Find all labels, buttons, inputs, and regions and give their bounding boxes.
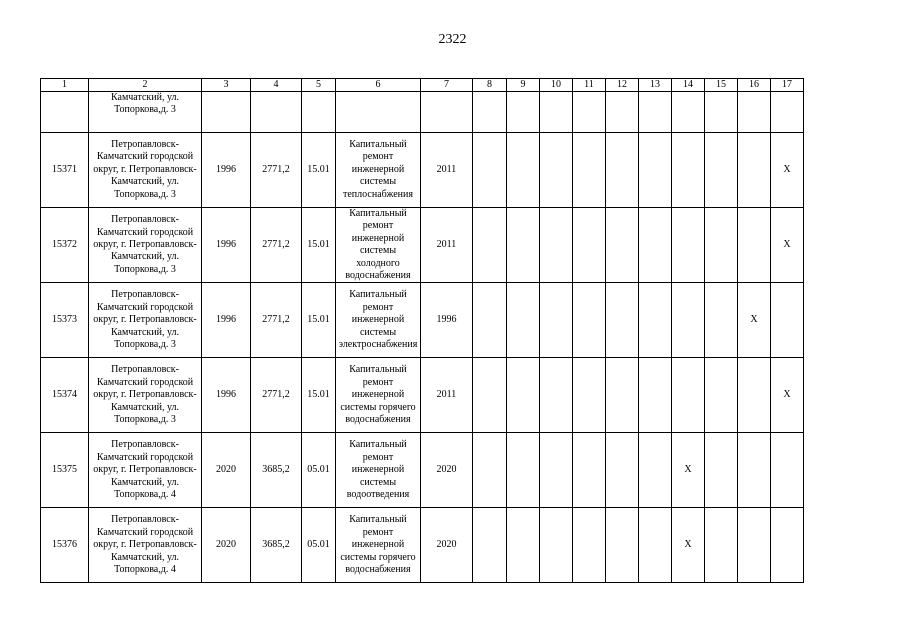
mark-cell xyxy=(473,433,507,508)
record-id-cell: 15371 xyxy=(41,133,89,208)
area-cell: 3685,2 xyxy=(251,433,302,508)
mark-cell: X xyxy=(738,283,771,358)
year-built-cell: 1996 xyxy=(202,133,251,208)
table-row xyxy=(41,358,804,433)
mark-cell xyxy=(705,283,738,358)
mark-cell xyxy=(473,508,507,583)
mark-cell xyxy=(473,358,507,433)
column-number-header: 8 xyxy=(473,79,507,92)
mark-cell xyxy=(540,358,573,433)
mark-cell xyxy=(507,208,540,283)
code-cell: 15.01 xyxy=(302,133,336,208)
record-id-cell: 15376 xyxy=(41,508,89,583)
work-type-cell: Капитальный ремонт инженерной системы холодного водоснабжения xyxy=(336,208,421,283)
mark-cell xyxy=(705,508,738,583)
repair-year-cell: 2011 xyxy=(421,133,473,208)
empty-cell xyxy=(336,92,421,133)
repair-registry-table xyxy=(40,78,804,583)
mark-cell xyxy=(639,133,672,208)
column-number-header: 1 xyxy=(41,79,89,92)
mark-cell: X xyxy=(771,358,804,433)
mark-cell xyxy=(540,208,573,283)
empty-cell xyxy=(251,92,302,133)
column-number-header: 13 xyxy=(639,79,672,92)
continuation-address-cell: Камчатский, ул. Топоркова,д. 3 xyxy=(89,92,202,133)
mark-cell xyxy=(705,208,738,283)
code-cell: 15.01 xyxy=(302,358,336,433)
mark-cell xyxy=(573,358,606,433)
mark-cell xyxy=(705,433,738,508)
column-number-header: 3 xyxy=(202,79,251,92)
record-id-cell: 15372 xyxy=(41,208,89,283)
address-cell: Петропавловск-Камчатский городской округ, г. Петропавловск-Камчатский, ул. Топоркова,д. 4 xyxy=(89,508,202,583)
column-number-header: 14 xyxy=(672,79,705,92)
mark-cell xyxy=(639,283,672,358)
column-number-header: 10 xyxy=(540,79,573,92)
repair-year-cell: 2020 xyxy=(421,433,473,508)
mark-cell xyxy=(738,508,771,583)
column-number-header: 17 xyxy=(771,79,804,92)
mark-cell xyxy=(606,208,639,283)
year-built-cell: 1996 xyxy=(202,208,251,283)
record-id-cell: 15373 xyxy=(41,283,89,358)
mark-cell xyxy=(540,433,573,508)
empty-cell xyxy=(302,92,336,133)
column-number-header: 15 xyxy=(705,79,738,92)
year-built-cell: 2020 xyxy=(202,508,251,583)
table-row xyxy=(41,283,804,358)
empty-cell xyxy=(705,92,738,133)
mark-cell: X xyxy=(672,433,705,508)
mark-cell xyxy=(606,283,639,358)
mark-cell xyxy=(771,433,804,508)
column-number-header: 6 xyxy=(336,79,421,92)
column-number-header: 7 xyxy=(421,79,473,92)
mark-cell xyxy=(771,283,804,358)
empty-cell xyxy=(573,92,606,133)
column-number-header: 12 xyxy=(606,79,639,92)
mark-cell xyxy=(507,358,540,433)
year-built-cell: 2020 xyxy=(202,433,251,508)
work-type-cell: Капитальный ремонт инженерной системы горячего водоснабжения xyxy=(336,508,421,583)
mark-cell xyxy=(473,133,507,208)
area-cell: 2771,2 xyxy=(251,358,302,433)
empty-cell xyxy=(738,92,771,133)
mark-cell xyxy=(672,208,705,283)
mark-cell xyxy=(672,133,705,208)
repair-year-cell: 2011 xyxy=(421,358,473,433)
table-row xyxy=(41,133,804,208)
mark-cell: X xyxy=(771,208,804,283)
mark-cell xyxy=(672,358,705,433)
mark-cell xyxy=(573,508,606,583)
mark-cell xyxy=(473,208,507,283)
mark-cell xyxy=(606,358,639,433)
address-cell: Петропавловск-Камчатский городской округ, г. Петропавловск-Камчатский, ул. Топоркова,д. 3 xyxy=(89,208,202,283)
mark-cell xyxy=(639,208,672,283)
record-id-cell: 15374 xyxy=(41,358,89,433)
mark-cell xyxy=(540,283,573,358)
mark-cell xyxy=(540,508,573,583)
empty-cell xyxy=(672,92,705,133)
empty-cell xyxy=(771,92,804,133)
area-cell: 2771,2 xyxy=(251,208,302,283)
mark-cell xyxy=(573,133,606,208)
mark-cell xyxy=(738,133,771,208)
empty-cell xyxy=(473,92,507,133)
year-built-cell: 1996 xyxy=(202,358,251,433)
empty-cell xyxy=(540,92,573,133)
column-number-header: 4 xyxy=(251,79,302,92)
mark-cell xyxy=(738,358,771,433)
mark-cell xyxy=(473,283,507,358)
work-type-cell: Капитальный ремонт инженерной системы теплоснабжения xyxy=(336,133,421,208)
record-id-cell: 15375 xyxy=(41,433,89,508)
mark-cell xyxy=(573,283,606,358)
repair-year-cell: 2020 xyxy=(421,508,473,583)
code-cell: 05.01 xyxy=(302,508,336,583)
empty-cell xyxy=(202,92,251,133)
mark-cell xyxy=(606,133,639,208)
column-number-header: 11 xyxy=(573,79,606,92)
code-cell: 15.01 xyxy=(302,283,336,358)
address-cell: Петропавловск-Камчатский городской округ, г. Петропавловск-Камчатский, ул. Топоркова,д. 3 xyxy=(89,358,202,433)
column-number-header: 16 xyxy=(738,79,771,92)
address-cell: Петропавловск-Камчатский городской округ, г. Петропавловск-Камчатский, ул. Топоркова,д. 3 xyxy=(89,133,202,208)
area-cell: 3685,2 xyxy=(251,508,302,583)
mark-cell xyxy=(507,433,540,508)
empty-cell xyxy=(421,92,473,133)
year-built-cell: 1996 xyxy=(202,283,251,358)
mark-cell xyxy=(606,433,639,508)
mark-cell xyxy=(771,508,804,583)
mark-cell xyxy=(540,133,573,208)
page-number: 2322 xyxy=(438,32,467,47)
mark-cell: X xyxy=(672,508,705,583)
empty-cell xyxy=(639,92,672,133)
mark-cell xyxy=(639,358,672,433)
column-number-header: 2 xyxy=(89,79,202,92)
mark-cell xyxy=(705,358,738,433)
mark-cell: X xyxy=(771,133,804,208)
mark-cell xyxy=(507,133,540,208)
work-type-cell: Капитальный ремонт инженерной системы электроснабжения xyxy=(336,283,421,358)
area-cell: 2771,2 xyxy=(251,283,302,358)
mark-cell xyxy=(639,508,672,583)
repair-year-cell: 1996 xyxy=(421,283,473,358)
mark-cell xyxy=(738,208,771,283)
mark-cell xyxy=(738,433,771,508)
table-row xyxy=(41,433,804,508)
empty-cell xyxy=(507,92,540,133)
continuation-row xyxy=(41,92,804,133)
mark-cell xyxy=(573,433,606,508)
header-row xyxy=(41,79,804,92)
mark-cell xyxy=(573,208,606,283)
mark-cell xyxy=(672,283,705,358)
address-cell: Петропавловск-Камчатский городской округ, г. Петропавловск-Камчатский, ул. Топоркова,д. 4 xyxy=(89,433,202,508)
code-cell: 05.01 xyxy=(302,433,336,508)
mark-cell xyxy=(606,508,639,583)
table-body xyxy=(41,79,804,583)
work-type-cell: Капитальный ремонт инженерной системы водоотведения xyxy=(336,433,421,508)
code-cell: 15.01 xyxy=(302,208,336,283)
mark-cell xyxy=(705,133,738,208)
table-row xyxy=(41,208,804,283)
mark-cell xyxy=(507,508,540,583)
empty-cell xyxy=(606,92,639,133)
work-type-cell: Капитальный ремонт инженерной системы горячего водоснабжения xyxy=(336,358,421,433)
empty-cell xyxy=(41,92,89,133)
repair-year-cell: 2011 xyxy=(421,208,473,283)
mark-cell xyxy=(507,283,540,358)
mark-cell xyxy=(639,433,672,508)
area-cell: 2771,2 xyxy=(251,133,302,208)
address-cell: Петропавловск-Камчатский городской округ, г. Петропавловск-Камчатский, ул. Топоркова,д. 3 xyxy=(89,283,202,358)
table-row xyxy=(41,508,804,583)
column-number-header: 9 xyxy=(507,79,540,92)
column-number-header: 5 xyxy=(302,79,336,92)
